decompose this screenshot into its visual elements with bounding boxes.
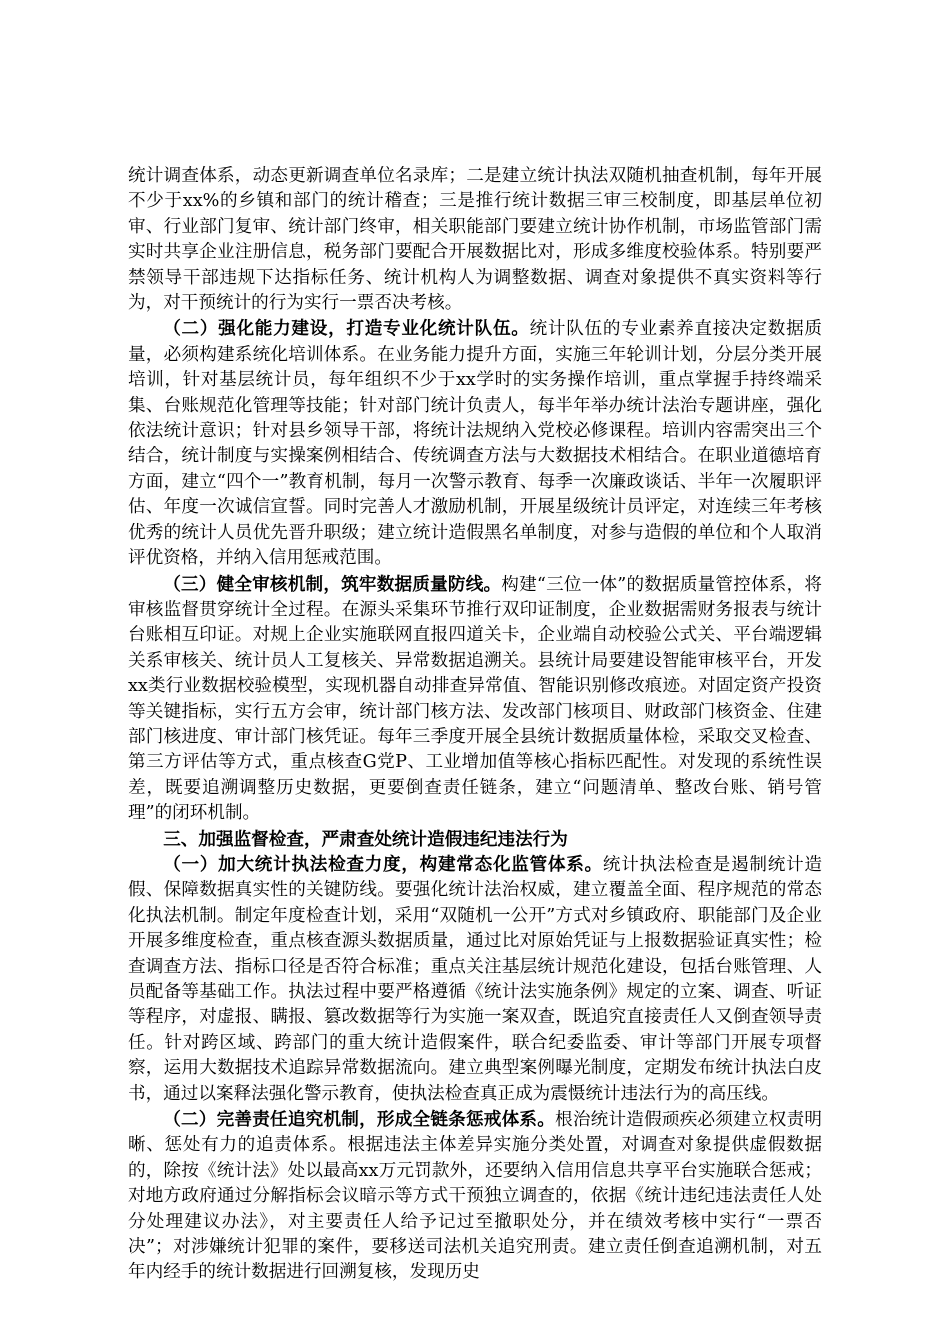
paragraph-5 — [128, 852, 822, 1107]
section-3-2-heading: （二）完善责任追究机制，形成全链条惩戒体系。 — [163, 1109, 556, 1131]
paragraph-2 — [128, 316, 822, 571]
paragraph-6-text: 根治统计造假顽疾必须建立权责明晰、惩处有力的追责体系。根据违法主体差异实施分类处置，对调查对象提供虚假数据的，除按《统计法》处以最高xx万元罚款外，还要纳入信用信息共享平台实施联合惩戒；对地方政府通过分解指标会议暗示等方式干预独立调查的，依据《统计违纪违法责任人处分处理建议办法》，对主要责任人给予记过至撤职处分，并在绩效考核中实行“一票否决”；对涉嫌统计犯罪的案件，要移送司法机关追究刑责。建立责任倒查追溯机制，对五年内经手的统计数据进行回溯复核，发现历史 — [128, 1110, 822, 1283]
paragraph-6 — [128, 1107, 822, 1286]
paragraph-2-text: 统计队伍的专业素养直接决定数据质量，必须构建系统化培训体系。在业务能力提升方面，实施三年轮训计划，分层分类开展培训，针对基层统计员，每年组织不少于xx学时的实务操作培训，重点掌握手持终端采集、台账规范化管理等技能；针对部门统计负责人，每半年举办统计法治专题讲座，强化依法统计意识；针对县乡领导干部，将统计法规纳入党校必修课程。培训内容需突出三个结合，统计制度与实操案例相结合、传统调查方法与大数据技术相结合。在职业道德培育方面，建立“四个一”教育机制，每月一次警示教育、每季一次廉政谈话、半年一次履职评估、年度一次诚信宣誓。同时完善人才激励机制，开展星级统计员评定，对连续三年考核优秀的统计人员优先晋升职级；建立统计造假黑名单制度，对参与造假的单位和个人取消评优资格，并纳入信用惩戒范围。 — [128, 319, 822, 569]
document-page — [128, 164, 822, 1286]
paragraph-1 — [128, 164, 822, 316]
section-3-heading-text: 三、加强监督检查，严肃查处统计造假违纪违法行为 — [163, 828, 568, 850]
section-2-3-heading: （三）健全审核机制，筑牢数据质量防线。 — [163, 573, 502, 595]
paragraph-5-text: 统计执法检查是遏制统计造假、保障数据真实性的关键防线。要强化统计法治权威，建立覆盖全面、程序规范的常态化执法机制。制定年度检查计划，采用“双随机一公开”方式对乡镇政府、职能部门及企业开展多维度检查，重点核查源头数据质量，通过比对原始凭证与上报数据验证真实性；检查调查方法、指标口径是否符合标准；重点关注基层统计规范化建设，包括台账管理、人员配备等基础工作。执法过程中要严格遵循《统计法实施条例》规定的立案、调查、听证等程序，对虚报、瞒报、篡改数据等行为实施一案双查，既追究直接责任人又倒查领导责任。针对跨区域、跨部门的重大统计造假案件，联合纪委监委、审计等部门开展专项督察，运用大数据技术追踪异常数据流向。建立典型案例曝光制度，定期发布统计执法白皮书，通过以案释法强化警示教育，使执法检查真正成为震慑统计违法行为的高压线。 — [128, 854, 822, 1104]
section-2-2-heading: （二）强化能力建设，打造专业化统计队伍。 — [163, 318, 530, 340]
section-3-1-heading: （一）加大统计执法检查力度，构建常态化监管体系。 — [163, 853, 603, 875]
paragraph-3-text: 构建“三位一体”的数据质量管控体系，将审核监督贯穿统计全过程。在源头采集环节推行双印证制度，企业数据需财务报表与统计台账相互印证。对规上企业实施联网直报四道关卡，企业端自动校验公式关、平台端逻辑关系审核关、统计员人工复核关、异常数据追溯关。县统计局要建设智能审核平台，开发xx类行业数据校验模型，实现机器自动排查异常值、智能识别修改痕迹。对固定资产投资等关键指标，实行五方会审，统计部门核方法、发改部门核项目、财政部门核资金、住建部门核进度、审计部门核凭证。每年三季度开展全县统计数据质量体检，采取交叉检查、第三方评估等方式，重点核查G党P、工业增加值等核心指标匹配性。对发现的系统性误差，既要追溯调整历史数据，更要倒查责任链条，建立“问题清单、整改台账、销号管理”的闭环机制。 — [128, 574, 822, 824]
paragraph-3 — [128, 572, 822, 827]
paragraph-1-text: 统计调查体系，动态更新调查单位名录库；二是建立统计执法双随机抽查机制，每年开展不少于xx%的乡镇和部门的统计稽查；三是推行统计数据三审三校制度，即基层单位初审、行业部门复审、统计部门终审，相关职能部门要建立统计协作机制，市场监管部门需实时共享企业注册信息，税务部门要配合开展数据比对，形成多维度校验体系。特别要严禁领导干部违规下达指标任务、统计机构人为调整数据、调查对象提供不真实资料等行为，对干预统计的行为实行一票否决考核。 — [128, 166, 822, 314]
section-3-heading — [128, 827, 822, 852]
